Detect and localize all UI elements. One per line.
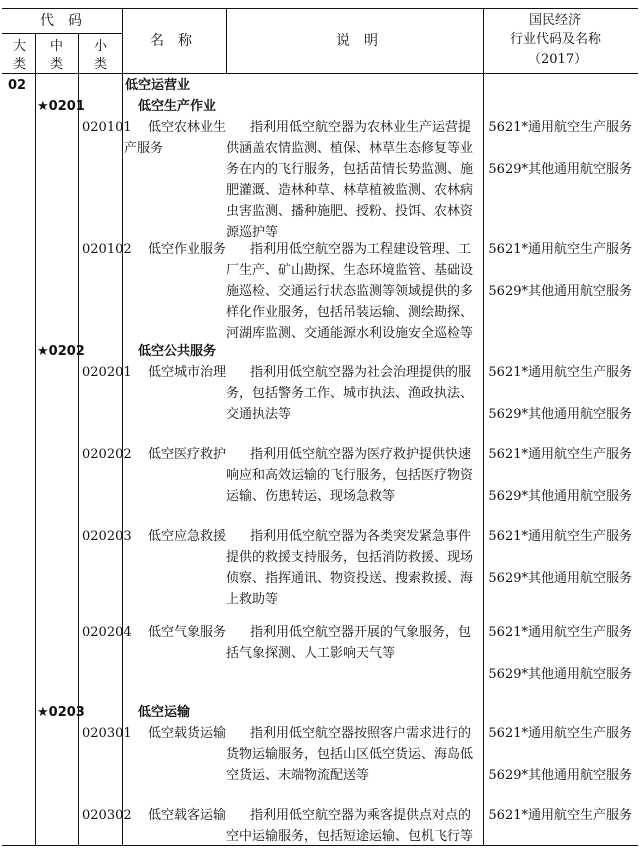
row-name-text: 低空载客运输 [148, 808, 227, 823]
row-description-text: 指利用低空航空器为各类突发紧急事件提供的救援支持服务，包括消防救援、现场侦察、指挥通讯、物资投送、搜索救援、海上救助等 [226, 529, 474, 607]
row-reference-1: 5621*通用航空生产服务 [488, 242, 632, 257]
row-code: 020203 [82, 529, 132, 544]
row-name-text: 低空应急救援 [148, 529, 227, 544]
header-description: 说 明 [336, 33, 378, 49]
row-code: 020202 [82, 447, 132, 462]
row-reference-spacer [484, 643, 636, 664]
row-description [226, 526, 483, 610]
row-code: 020102 [82, 242, 132, 257]
header-minor: 小类 [94, 39, 108, 72]
row-code: 020301 [82, 726, 132, 741]
row-description-text: 指利用低空航空器开展的气象服务，包括气象探测、人工影响天气等 [226, 625, 472, 661]
row-reference-1: 5621*通用航空生产服务 [488, 625, 632, 640]
row-reference-2: 5629*其他通用航空服务 [488, 571, 632, 586]
row-name-text: 低空医疗救护 [148, 447, 227, 462]
row-code: 020302 [82, 808, 132, 823]
row-reference-2: 5629*其他通用航空服务 [488, 489, 632, 504]
row-name [124, 444, 226, 465]
row-reference [484, 117, 636, 180]
row-description [226, 444, 483, 507]
row-reference-1: 5621*通用航空生产服务 [488, 808, 632, 823]
row-name [124, 526, 226, 547]
row-description [226, 239, 483, 344]
group-name: 低空运输 [138, 705, 191, 720]
row-reference-2: 5629*其他通用航空服务 [488, 667, 632, 682]
row-description [226, 622, 483, 664]
row-reference [484, 362, 636, 425]
header-middle: 中类 [50, 39, 64, 72]
row-reference [484, 239, 636, 302]
row-reference-2: 5629*其他通用航空服务 [488, 284, 632, 299]
column-divider [226, 8, 227, 74]
header-code: 代 码 [40, 13, 82, 29]
row-reference-2: 5629*其他通用航空服务 [488, 768, 632, 783]
row-code: 020204 [82, 625, 132, 640]
row-reference-1: 5621*通用航空生产服务 [488, 120, 632, 135]
major-code: 02 [8, 78, 27, 93]
row-reference [484, 444, 636, 507]
row-name [124, 239, 226, 260]
row-reference-2: 5629*其他通用航空服务 [488, 162, 632, 177]
row-reference [484, 526, 636, 589]
row-reference-spacer [484, 138, 636, 159]
row-description-text: 指利用低空航空器为医疗救护提供快速响应和高效运输的飞行服务，包括医疗物资运输、伤患转运、现场急救等 [226, 447, 474, 504]
row-reference-spacer [484, 383, 636, 404]
group-code: ★0201 [37, 99, 85, 114]
row-name [124, 362, 226, 383]
row-code: 020201 [82, 365, 132, 380]
row-description-text: 指利用低空航空器为农林业生产运营提供涵盖农情监测、植保、林草生态修复等业务在内的飞行服务，包括苗情长势监测、施肥灌溉、造林种草、林草植被监测、农林病虫害监测、播种施肥、授粉、投饵、农林资源巡护等 [226, 120, 474, 240]
row-name-text: 低空载货运输 [148, 726, 227, 741]
header-ref-line3: （2017） [528, 52, 588, 67]
major-name: 低空运营业 [125, 78, 191, 93]
table-top-border [2, 8, 638, 9]
header-name: 名 称 [150, 33, 192, 49]
row-name [124, 805, 226, 826]
row-reference [484, 805, 636, 826]
row-reference-spacer [484, 547, 636, 568]
row-reference [484, 622, 636, 685]
row-description [226, 723, 483, 786]
code-header-divider [2, 33, 122, 34]
row-description-text: 指利用低空航空器为工程建设管理、工厂生产、矿山勘探、生态环境监管、基础设施巡检、交通运行状态监测等领域提供的多样化作业服务，包括吊装运输、测绘勘探、河湖库监测、交通能源水利设施安全巡检等 [226, 242, 474, 341]
row-description [226, 805, 483, 847]
row-description [226, 362, 483, 425]
row-name [124, 117, 226, 159]
header-ref-line1: 国民经济 [529, 13, 582, 28]
row-description-text: 指利用低空航空器为社会治理提供的服务，包括警务工作、城市执法、渔政执法、交通执法等 [226, 365, 474, 422]
row-reference [484, 723, 636, 786]
group-code: ★0203 [37, 705, 85, 720]
row-reference-1: 5621*通用航空生产服务 [488, 529, 632, 544]
row-name-text: 低空作业服务 [148, 242, 227, 257]
row-name-text: 低空气象服务 [148, 625, 227, 640]
row-reference-1: 5621*通用航空生产服务 [488, 365, 632, 380]
row-name-text: 低空农林业生产服务 [124, 120, 227, 156]
column-divider [35, 33, 36, 845]
row-name-text: 低空城市治理 [148, 365, 227, 380]
row-reference-1: 5621*通用航空生产服务 [488, 726, 632, 741]
row-description-text: 指利用低空航空器按照客户需求进行的货物运输服务，包括山区低空货运、海岛低空货运、末端物流配送等 [226, 726, 474, 783]
column-divider [78, 33, 79, 845]
header-ref-line2: 行业代码及名称 [510, 32, 602, 47]
row-reference-spacer [484, 465, 636, 486]
row-reference-spacer [484, 744, 636, 765]
group-code: ★0202 [37, 344, 85, 359]
row-name [124, 723, 226, 744]
header-major: 大类 [13, 39, 27, 72]
row-name [124, 622, 226, 643]
row-reference-spacer [484, 260, 636, 281]
group-name: 低空公共服务 [138, 344, 217, 359]
group-name: 低空生产作业 [138, 99, 217, 114]
row-description-text: 指利用低空航空器为乘客提供点对点的空中运输服务，包括短途运输、包机飞行等 [226, 808, 474, 844]
row-reference-1: 5621*通用航空生产服务 [488, 447, 632, 462]
row-code: 020101 [82, 120, 132, 135]
row-description [226, 117, 483, 243]
row-reference-2: 5629*其他通用航空服务 [488, 407, 632, 422]
